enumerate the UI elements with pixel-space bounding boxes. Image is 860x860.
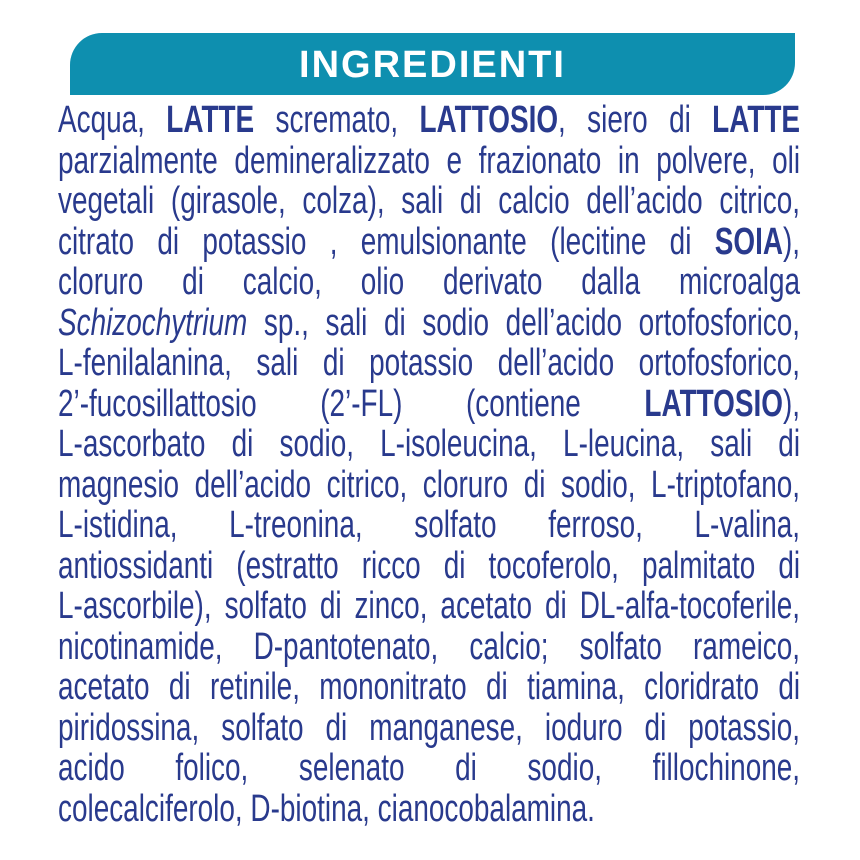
- ingredient-text: nicotinamide, D-pantotenato, calcio; solfato rameico,: [58, 625, 801, 668]
- ingredients-line: [58, 424, 800, 465]
- allergen-text: LATTOSIO: [644, 382, 783, 425]
- ingredients-line: [58, 586, 800, 627]
- ingredients-line: [58, 708, 800, 749]
- ingredients-line: [58, 505, 800, 546]
- ingredients-line: [58, 100, 800, 141]
- ingredients-line: [58, 262, 800, 303]
- ingredients-line: [58, 141, 800, 182]
- ingredients-line: [58, 667, 800, 708]
- ingredient-text: cloruro di calcio, olio derivato dalla microalga: [58, 261, 801, 303]
- species-name-italic: Schizochytrium: [58, 301, 248, 344]
- ingredients-line: [58, 343, 800, 384]
- ingredient-text: ),: [782, 220, 801, 263]
- ingredient-text: Acqua,: [58, 99, 167, 141]
- allergen-text: SOIA: [714, 220, 783, 263]
- ingredients-line: [58, 222, 800, 263]
- ingredient-text: parzialmente demineralizzato e frazionato in polvere, oli: [58, 139, 801, 182]
- ingredient-text: acido folico, selenato di sodio, fillochinone,: [58, 747, 801, 789]
- ingredient-text: magnesio dell’acido citrico, cloruro di sodio, L-triptofano,: [58, 463, 801, 506]
- ingredients-line: [58, 181, 800, 222]
- ingredient-text: vegetali (girasole, colza), sali di calcio dell’acido citrico,: [58, 180, 801, 222]
- ingredient-text: , siero di: [558, 99, 713, 141]
- ingredient-text: ),: [782, 382, 801, 425]
- ingredients-line: [58, 465, 800, 506]
- ingredient-text: acetato di retinile, mononitrato di tiamina, cloridrato di: [58, 666, 801, 708]
- allergen-text: LATTOSIO: [419, 99, 559, 141]
- ingredient-text: colecalciferolo, D-biotina, cianocobalamina.: [58, 787, 595, 830]
- ingredients-line: [58, 789, 800, 830]
- allergen-text: LATTE: [166, 99, 255, 141]
- ingredients-line: [58, 627, 800, 668]
- ingredient-text: 2’-fucosillattosio (2’-FL) (contiene: [58, 382, 645, 425]
- ingredients-line: [58, 303, 800, 344]
- ingredients-text: [58, 100, 800, 829]
- allergen-text: LATTE: [712, 99, 801, 141]
- ingredients-line: [58, 546, 800, 587]
- ingredient-text: L-ascorbile), solfato di zinco, acetato di DL-alfa-tocoferile,: [58, 585, 801, 627]
- ingredient-text: scremato,: [254, 99, 420, 141]
- ingredient-text: L-ascorbato di sodio, L-isoleucina, L-leucina, sali di: [58, 423, 801, 465]
- ingredients-line: [58, 748, 800, 789]
- ingredient-text: citrato di potassio , emulsionante (lecitine di: [58, 220, 715, 263]
- ingredient-text: sp., sali di sodio dell’acido ortofosforico,: [247, 301, 801, 344]
- ingredients-title: INGREDIENTI: [299, 44, 566, 86]
- ingredients-header-banner: [70, 33, 795, 95]
- ingredient-text: antiossidanti (estratto ricco di tocoferolo, palmitato di: [58, 544, 801, 587]
- ingredient-text: L-istidina, L-treonina, solfato ferroso, L-valina,: [58, 504, 801, 546]
- ingredients-line: [58, 384, 800, 425]
- ingredient-text: piridossina, solfato di manganese, ioduro di potassio,: [58, 706, 801, 749]
- ingredient-text: L-fenilalanina, sali di potassio dell’acido ortofosforico,: [58, 342, 801, 384]
